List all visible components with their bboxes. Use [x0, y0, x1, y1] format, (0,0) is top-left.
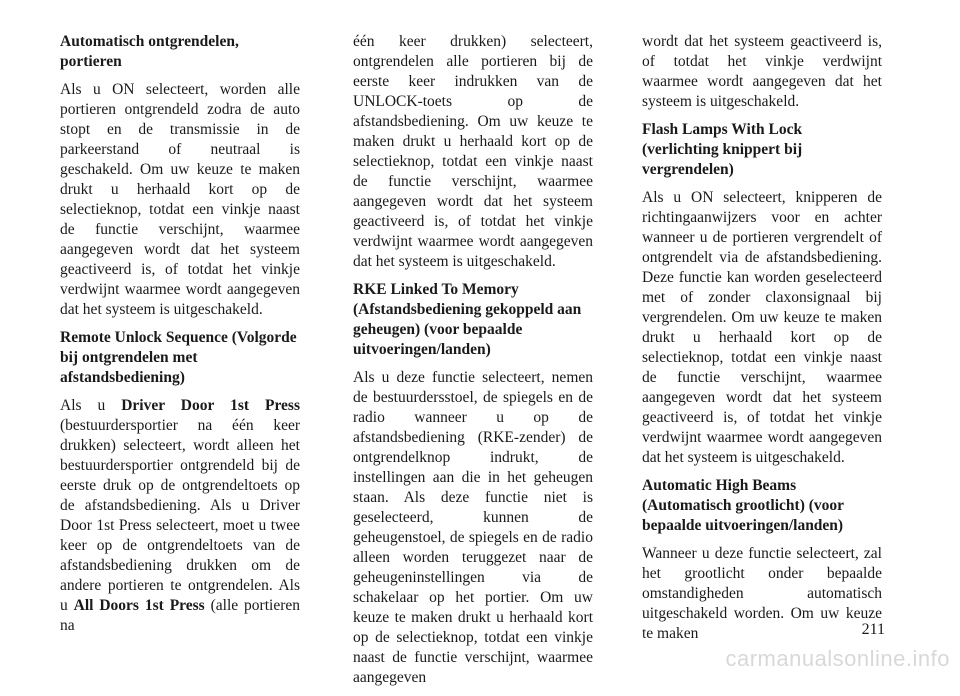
text-run: (alle portieren na: [60, 597, 300, 634]
text-run: (bestuurdersportier na één keer drukken) selecteert, wordt alleen het bestuurdersportier ontgrendeld bij de eerste druk op de ontgrendeltoets op de afstandsbediening. Als u Driver Door 1st Press selecteert, moet u twee keer op de ontgrendeltoets van de afstandsbediening drukken om de andere portieren te ontgrendelen. Als u: [60, 417, 300, 614]
paragraph-rke-linked-memory: Als u deze functie selecteert, nemen de bestuurdersstoel, de spiegels en de radio wanneer u op de afstandsbediening (RKE-zender) de ontgrendelknop indrukt, de instellingen aan die in het geheugen staan. Als deze functie niet is geselecteerd, kunnen de geheugenstoel, de spiegels en de radio alleen worden teruggezet naar de geheugeninstellingen via de schakelaar op het portier. Om uw keuze te maken drukt u herhaald kort op de selectieknop, totdat een vinkje naast de functie verschijnt, waarmee aangegeven: [353, 369, 593, 686]
watermark: carmanualsonline.info: [725, 646, 950, 671]
paragraph-flash-lamps: Als u ON selecteert, knipperen de richtingaanwijzers voor en achter wanneer u de portieren vergrendelt of ontgrendelt via de afstandsbediening. Deze functie kan worden geselecteerd met of zonder claxonsignaal bij vergrendelen. Om uw keuze te maken drukt u herhaald kort op de selectieknop, totdat een vinkje naast de functie verschijnt, waarmee aangegeven wordt dat het systeem geactiveerd is, of totdat het vinkje verdwijnt waarmee wordt aangegeven dat het systeem is uitgeschakeld.: [642, 189, 882, 466]
column-1: [60, 32, 300, 644]
text-run: Als u: [60, 397, 122, 414]
paragraph-remote-unlock-sequence: [60, 396, 300, 636]
page-number: 211: [861, 621, 885, 638]
bold-term-driver-door: Driver Door 1st Press: [121, 397, 300, 414]
heading-remote-unlock-sequence: Remote Unlock Sequence (Volgorde bij ontgrendelen met afstandsbediening): [60, 329, 297, 386]
heading-rke-linked-memory: RKE Linked To Memory (Afstandsbediening gekoppeld aan geheugen) (voor bepaalde uitvoeringen/landen): [353, 281, 582, 358]
column-2: [353, 32, 593, 696]
heading-auto-unlock: Automatisch ontgrendelen, portieren: [60, 33, 239, 70]
paragraph-auto-unlock: Als u ON selecteert, worden alle portieren ontgrendeld zodra de auto stopt en de transmissie in de parkeerstand of neutraal is geschakeld. Om uw keuze te maken drukt u herhaald kort op de selectieknop, totdat een vinkje naast de functie verschijnt, waarmee aangegeven wordt dat het systeem geactiveerd is, of totdat het vinkje verdwijnt waarmee wordt aangegeven dat het systeem is uitgeschakeld.: [60, 81, 300, 318]
paragraph-automatic-high-beams: Wanneer u deze functie selecteert, zal het grootlicht onder bepaalde omstandigheden automatisch uitgeschakeld worden. Om uw keuze te maken: [642, 545, 882, 642]
paragraph-all-doors-continued: één keer drukken) selecteert, ontgrendelen alle portieren bij de eerste keer indrukken van de UNLOCK-toets op de afstandsbediening. Om uw keuze te maken drukt u herhaald kort op de selectieknop, totdat een vinkje naast de functie verschijnt, waarmee aangegeven wordt dat het systeem geactiveerd is, of totdat het vinkje verdwijnt waarmee wordt aangegeven dat het systeem is uitgeschakeld.: [353, 33, 593, 270]
column-3: [642, 32, 882, 652]
bold-term-all-doors: All Doors 1st Press: [73, 597, 205, 614]
heading-automatic-high-beams: Automatic High Beams (Automatisch grootlicht) (voor bepaalde uitvoeringen/landen): [642, 477, 844, 534]
heading-flash-lamps: Flash Lamps With Lock (verlichting knippert bij vergrendelen): [642, 121, 803, 178]
paragraph-memory-continued: wordt dat het systeem geactiveerd is, of totdat het vinkje verdwijnt waarmee wordt aangegeven dat het systeem is uitgeschakeld.: [642, 33, 882, 110]
